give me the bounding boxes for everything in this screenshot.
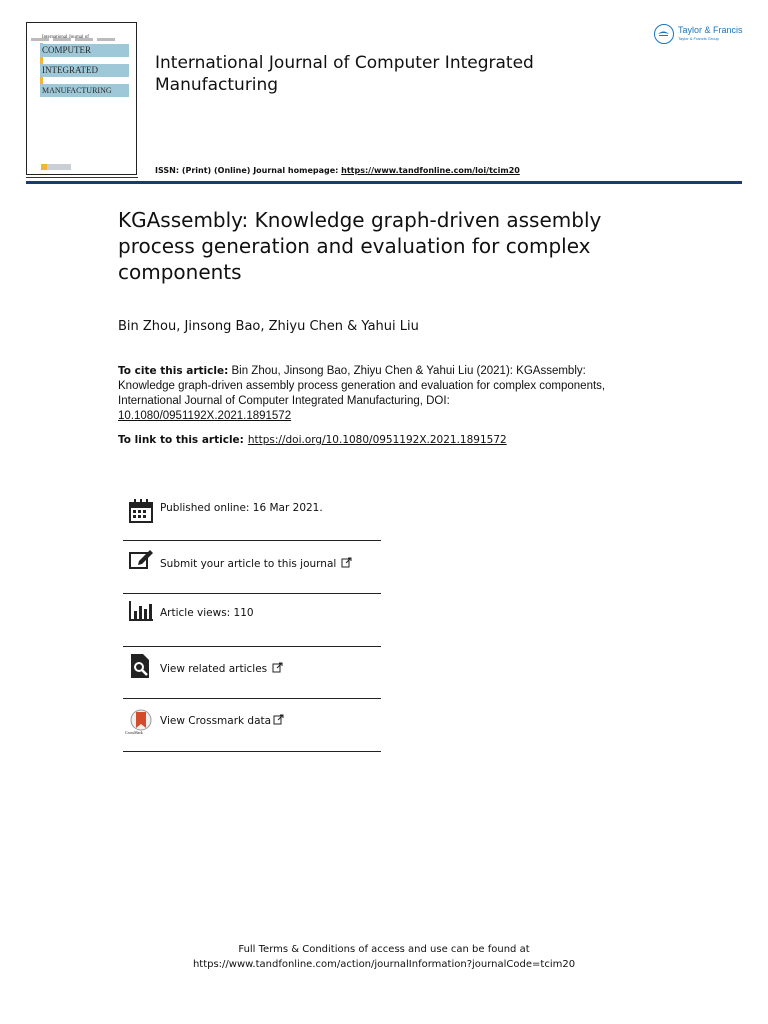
edit-icon (128, 547, 154, 573)
issn-text: ISSN: (Print) (Online) Journal homepage: (155, 166, 342, 175)
article-views-text: Article views: 110 (160, 607, 254, 619)
article-title: KGAssembly: Knowledge graph-driven assembly process generation and evaluation for complex components (118, 208, 602, 284)
submit-article-label: Submit your article to this journal (160, 558, 337, 570)
crossmark-row[interactable] (123, 699, 381, 752)
divider (123, 751, 381, 752)
journal-homepage-link[interactable]: https://www.tandfonline.com/loi/tcim20 (341, 166, 520, 175)
footer (0, 942, 768, 972)
external-link-icon (341, 557, 352, 571)
submit-article-link[interactable] (160, 557, 352, 571)
footer-line-1: Full Terms & Conditions of access and use can be found at (238, 944, 530, 955)
footer-terms-link[interactable]: https://www.tandfonline.com/action/journalInformation?journalCode=tcim20 (192, 959, 576, 970)
related-articles-link[interactable] (160, 662, 283, 676)
external-link-icon (272, 662, 283, 676)
publisher-subname: Taylor & Francis Group (678, 36, 719, 41)
cite-lead: To cite this article: (118, 365, 229, 377)
cite-doi-link[interactable]: 10.1080/0951192X.2021.1891572 (118, 410, 292, 422)
cover-line-manufacturing: MANUFACTURING (40, 84, 129, 97)
crossmark-link[interactable] (160, 714, 284, 728)
cover-line-integrated: INTEGRATED (40, 64, 129, 77)
cover-supertitle: International Journal of (42, 35, 89, 40)
published-online-row (123, 486, 381, 539)
submit-article-row[interactable] (123, 541, 381, 594)
issn-line (155, 166, 520, 175)
journal-cover (26, 22, 137, 175)
link-lead: To link to this article: (118, 434, 244, 446)
related-articles-label: View related articles (160, 663, 268, 675)
cover-line-computer: COMPUTER (40, 44, 129, 57)
header-rule (26, 181, 742, 184)
publisher-name: Taylor & Francis (678, 25, 743, 35)
related-search-icon (128, 653, 154, 679)
link-line (118, 434, 507, 446)
crossmark-icon-label: CrossMark (125, 730, 143, 735)
related-articles-row[interactable] (123, 647, 381, 700)
taylor-francis-logo-icon (654, 24, 674, 44)
journal-title: International Journal of Computer Integrated Manufacturing (155, 53, 534, 95)
external-link-icon (273, 714, 284, 728)
calendar-icon (128, 498, 154, 524)
article-views-row (123, 594, 381, 647)
bar-chart-icon (128, 598, 154, 624)
crossmark-label: View Crossmark data (160, 715, 272, 727)
article-doi-link[interactable]: https://doi.org/10.1080/0951192X.2021.1891572 (247, 434, 507, 446)
cite-text: Bin Zhou, Jinsong Bao, Zhiyu Chen & Yahui Liu (2021): KGAssembly: Knowledge graph-driven assembly process generation and evaluation for complex components, International Journal of Computer Integrated Manufacturing, DOI: (118, 365, 606, 407)
cover-underline (26, 177, 138, 178)
article-authors: Bin Zhou, Jinsong Bao, Zhiyu Chen & Yahui Liu (118, 319, 419, 334)
cover-logo-dot (41, 164, 47, 170)
citation-block (118, 364, 618, 424)
cover-topline (31, 26, 131, 30)
published-online-text: Published online: 16 Mar 2021. (160, 502, 323, 514)
